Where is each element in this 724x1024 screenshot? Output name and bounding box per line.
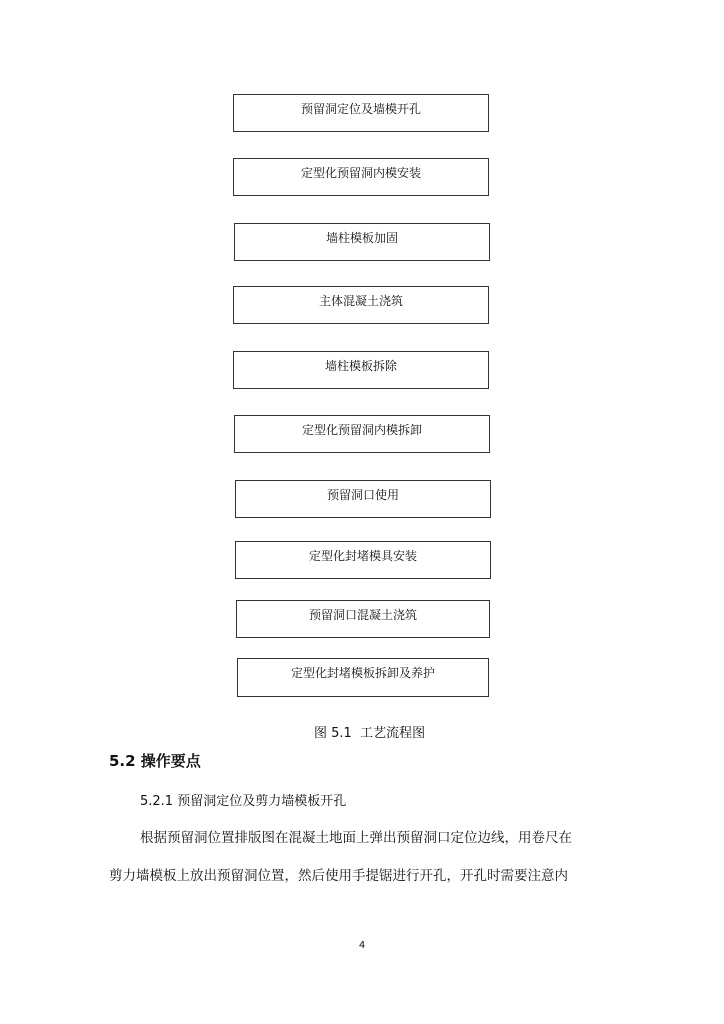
- flow-step-4: 主体混凝土浇筑: [233, 286, 489, 324]
- paragraph-line-2: 剪力墙模板上放出预留洞位置，然后使用手提锯进行开孔，开孔时需要注意内: [109, 868, 568, 884]
- subsection-heading: 5.2.1 预留洞定位及剪力墙模板开孔: [140, 794, 347, 809]
- flow-step-9: 预留洞口混凝土浇筑: [236, 600, 490, 638]
- flow-step-7: 预留洞口使用: [235, 480, 491, 518]
- flow-step-3: 墙柱模板加固: [234, 223, 490, 261]
- flow-step-6: 定型化预留洞内模拆卸: [234, 415, 490, 453]
- flow-step-10: 定型化封堵模板拆卸及养护: [237, 658, 489, 697]
- page-number: 4: [358, 940, 366, 951]
- paragraph-line-1: 根据预留洞位置排版图在混凝土地面上弹出预留洞口定位边线，用卷尺在: [140, 830, 572, 846]
- flow-step-5: 墙柱模板拆除: [233, 351, 489, 389]
- figure-caption: 图 5.1 工艺流程图: [314, 726, 426, 741]
- section-heading: 5.2 操作要点: [109, 752, 201, 770]
- flow-step-8: 定型化封堵模具安装: [235, 541, 491, 579]
- flow-step-2: 定型化预留洞内模安装: [233, 158, 489, 196]
- flow-step-1: 预留洞定位及墙模开孔: [233, 94, 489, 132]
